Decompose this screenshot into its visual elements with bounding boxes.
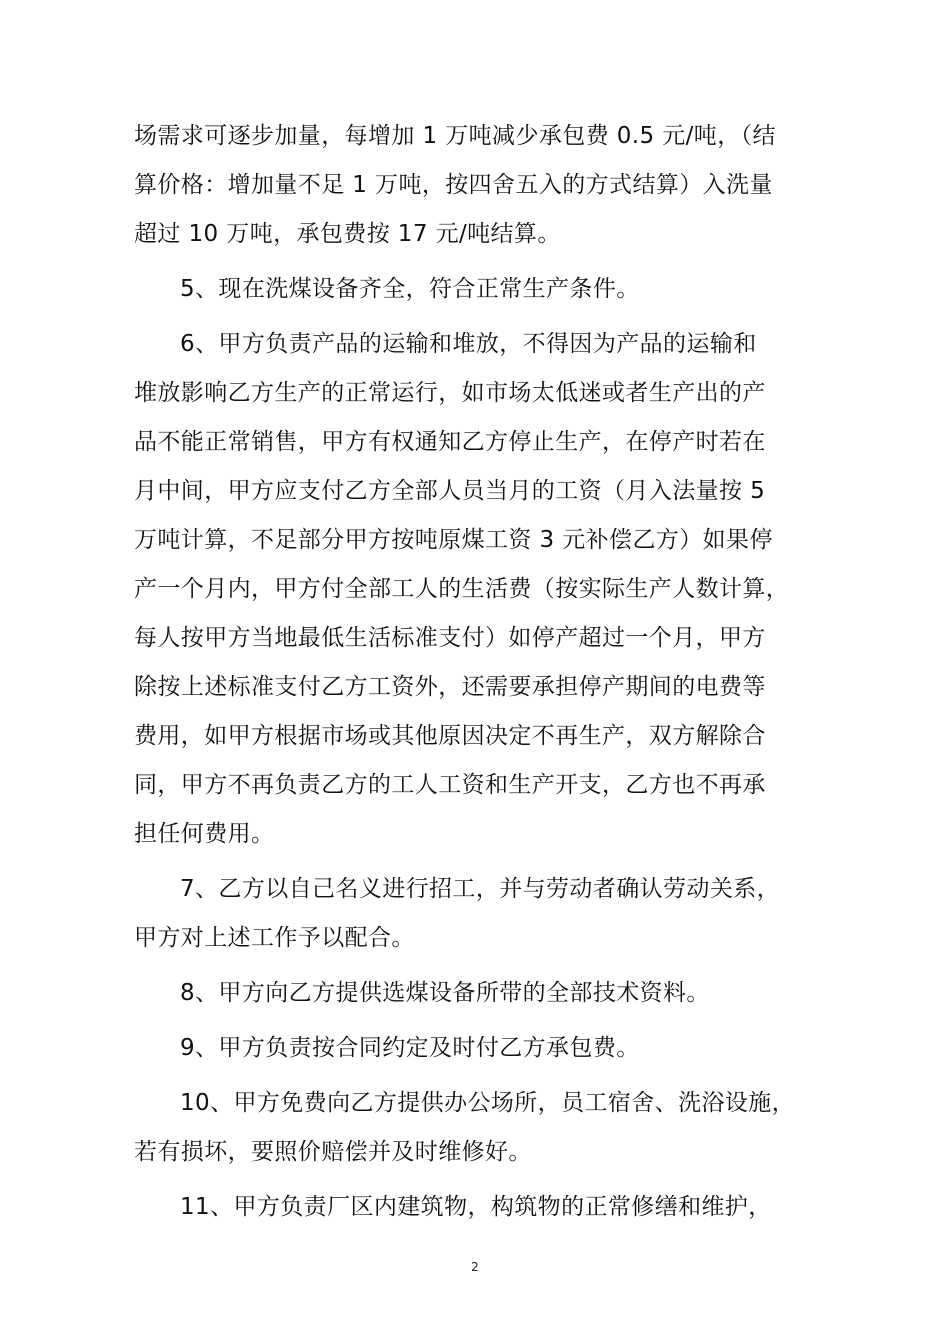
text-line: 品不能正常销售，甲方有权通知乙方停止生产，在停产时若在 (134, 429, 766, 455)
text-line: 场需求可逐步加量，每增加 1 万吨减少承包费 0.5 元/吨，（结 (134, 123, 776, 149)
document-body (134, 112, 834, 1232)
text-line: 9、甲方负责按合同约定及时付乙方承包费。 (180, 1035, 640, 1061)
text-line: 6、甲方负责产品的运输和堆放，不得因为产品的运输和 (180, 331, 757, 357)
paragraph-item-10 (134, 1079, 834, 1177)
text-line: 除按上述标准支付乙方工资外，还需要承担停产期间的电费等 (134, 674, 766, 700)
paragraph-item-5 (134, 265, 834, 314)
text-line: 月中间，甲方应支付乙方全部人员当月的工资（月入法量按 5 (134, 478, 766, 504)
text-line: 8、甲方向乙方提供选煤设备所带的全部技术资料。 (180, 980, 710, 1006)
text-line: 算价格：增加量不足 1 万吨，按四舍五入的方式结算）入洗量 (134, 172, 773, 198)
page-number: 2 (471, 1260, 479, 1274)
text-line: 5、现在洗煤设备齐全，符合正常生产条件。 (180, 276, 640, 302)
paragraph-item-8 (134, 969, 834, 1018)
paragraph-continuation (134, 112, 834, 259)
paragraph-item-9 (134, 1024, 834, 1073)
paragraph-item-11 (134, 1183, 834, 1232)
text-line: 每人按甲方当地最低生活标准支付）如停产超过一个月，甲方 (134, 625, 766, 651)
text-line: 10、甲方免费向乙方提供办公场所，员工宿舍、洗浴设施， (180, 1090, 796, 1116)
text-line: 担任何费用。 (134, 821, 275, 847)
text-line: 同，甲方不再负责乙方的工人工资和生产开支，乙方也不再承 (134, 772, 766, 798)
paragraph-item-7 (134, 865, 834, 963)
paragraph-item-6 (134, 320, 834, 859)
text-line: 甲方对上述工作予以配合。 (134, 925, 415, 951)
text-line: 7、乙方以自己名义进行招工，并与劳动者确认劳动关系， (180, 876, 781, 902)
text-line: 超过 10 万吨，承包费按 17 元/吨结算。 (134, 221, 561, 247)
text-line: 11、甲方负责厂区内建筑物，构筑物的正常修缮和维护， (180, 1194, 772, 1220)
text-line: 若有损坏，要照价赔偿并及时维修好。 (134, 1139, 532, 1165)
text-line: 费用，如甲方根据市场或其他原因决定不再生产，双方解除合 (134, 723, 766, 749)
text-line: 产一个月内，甲方付全部工人的生活费（按实际生产人数计算， (134, 576, 790, 602)
text-line: 堆放影响乙方生产的正常运行，如市场太低迷或者生产出的产 (134, 380, 766, 406)
text-line: 万吨计算，不足部分甲方按吨原煤工资 3 元补偿乙方）如果停 (134, 527, 773, 553)
